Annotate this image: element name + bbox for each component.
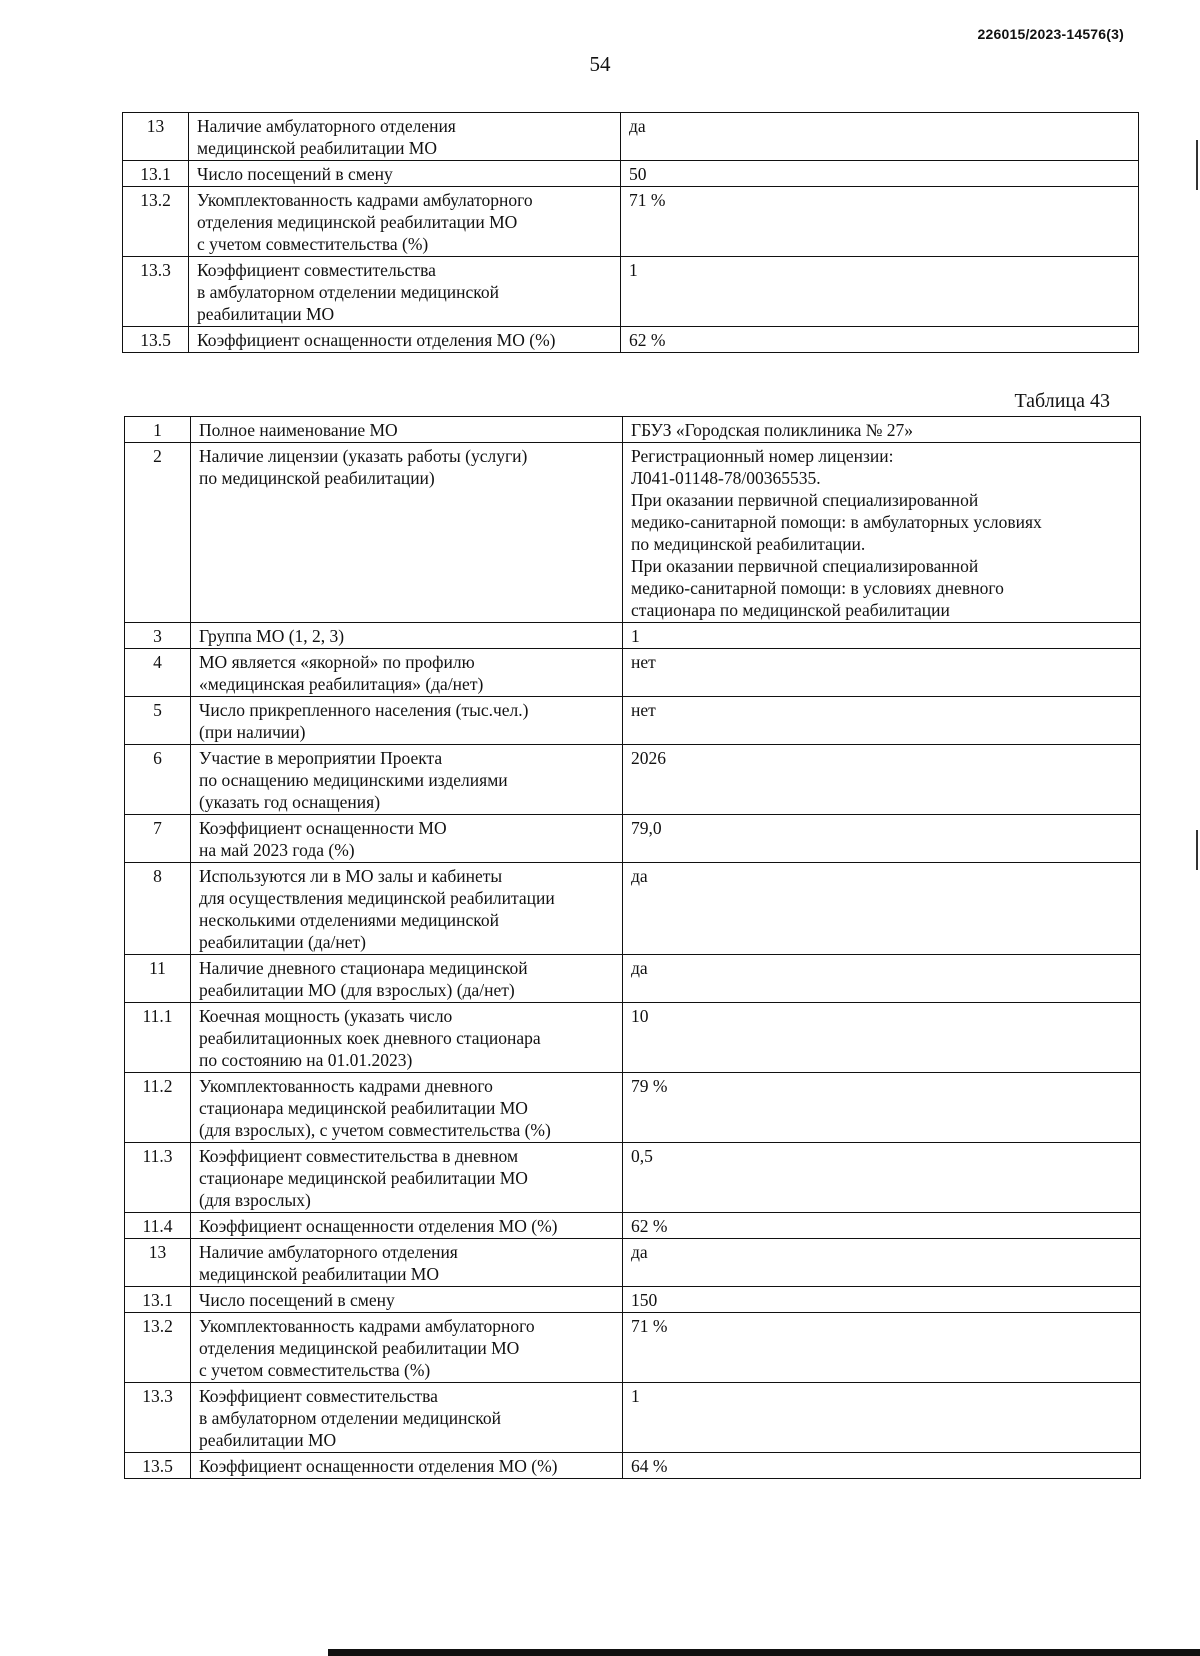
value-line: Л041-01148-78/00365535.: [631, 468, 821, 488]
value-line: 1: [631, 626, 640, 646]
table-row: [125, 443, 1141, 623]
row-label: [191, 623, 623, 649]
label-line: с учетом совместительства (%): [199, 1360, 431, 1380]
value-line: 1: [631, 1386, 640, 1406]
row-label: [189, 113, 621, 161]
row-label: [191, 1453, 623, 1479]
label-line: несколькими отделениями медицинской: [199, 910, 500, 930]
row-number: 3: [125, 623, 191, 649]
row-number: 11.2: [125, 1073, 191, 1143]
label-line: Используются ли в МО залы и кабинеты: [199, 866, 503, 886]
row-value: [623, 1239, 1141, 1287]
label-line: реабилитации МО: [197, 304, 335, 324]
row-label: [191, 745, 623, 815]
row-value: [623, 697, 1141, 745]
row-label: [191, 863, 623, 955]
table-row: [125, 1383, 1141, 1453]
row-label: [189, 327, 621, 353]
page-number: 54: [589, 52, 611, 76]
row-value: [623, 1073, 1141, 1143]
value-line: 50: [629, 164, 647, 184]
label-line: Коэффициент совместительства: [199, 1386, 438, 1406]
row-value: [623, 1453, 1141, 1479]
table-caption: Таблица 43: [1014, 390, 1110, 412]
row-number: 2: [125, 443, 191, 623]
label-line: «медицинская реабилитация» (да/нет): [199, 674, 484, 694]
label-line: Укомплектованность кадрами амбулаторного: [199, 1316, 535, 1336]
label-line: Число прикрепленного населения (тыс.чел.): [199, 700, 529, 720]
row-number: 11.1: [125, 1003, 191, 1073]
value-line: При оказании первичной специализированной: [631, 490, 979, 510]
row-label: [191, 417, 623, 443]
row-label: [189, 257, 621, 327]
row-number: 1: [125, 417, 191, 443]
label-line: медицинской реабилитации МО: [199, 1264, 440, 1284]
value-line: по медицинской реабилитации.: [631, 534, 866, 554]
value-line: 0,5: [631, 1146, 653, 1166]
value-line: 150: [631, 1290, 658, 1310]
label-line: по медицинской реабилитации): [199, 468, 435, 488]
label-line: (при наличии): [199, 722, 306, 742]
row-label: [189, 161, 621, 187]
row-label: [191, 1287, 623, 1313]
row-value: [623, 955, 1141, 1003]
table-row: [125, 745, 1141, 815]
row-value: [623, 649, 1141, 697]
label-line: Укомплектованность кадрами дневного: [199, 1076, 493, 1096]
label-line: в амбулаторном отделении медицинской: [197, 282, 499, 302]
label-line: Коэффициент оснащенности отделения МО (%): [199, 1216, 558, 1236]
label-line: Полное наименование МО: [199, 420, 398, 440]
table-row: [125, 863, 1141, 955]
value-line: 64 %: [631, 1456, 668, 1476]
row-value: [621, 187, 1139, 257]
value-line: нет: [631, 700, 656, 720]
label-line: Группа МО (1, 2, 3): [199, 626, 345, 646]
row-label: [191, 1213, 623, 1239]
label-line: Число посещений в смену: [197, 164, 393, 184]
row-value: [621, 327, 1139, 353]
row-value: [623, 1003, 1141, 1073]
label-line: Наличие амбулаторного отделения: [199, 1242, 458, 1262]
row-label: [191, 1383, 623, 1453]
label-line: в амбулаторном отделении медицинской: [199, 1408, 501, 1428]
label-line: по состоянию на 01.01.2023): [199, 1050, 413, 1070]
row-value: [623, 1383, 1141, 1453]
row-number: 13.5: [125, 1453, 191, 1479]
label-line: Наличие амбулаторного отделения: [197, 116, 456, 136]
row-label: [191, 815, 623, 863]
table-row: [125, 1287, 1141, 1313]
label-line: стационара медицинской реабилитации МО: [199, 1098, 528, 1118]
table-row: [125, 649, 1141, 697]
row-label: [191, 1143, 623, 1213]
row-value: [621, 161, 1139, 187]
row-number: 7: [125, 815, 191, 863]
row-value: [623, 1313, 1141, 1383]
row-label: [191, 1003, 623, 1073]
row-number: 13.1: [123, 161, 189, 187]
label-line: отделения медицинской реабилитации МО: [199, 1338, 520, 1358]
scan-edge-mark: [1196, 140, 1198, 190]
row-number: 11: [125, 955, 191, 1003]
value-line: ГБУЗ «Городская поликлиника № 27»: [631, 420, 914, 440]
row-value: [621, 113, 1139, 161]
label-line: с учетом совместительства (%): [197, 234, 429, 254]
scan-bottom-edge: [328, 1649, 1200, 1656]
document-id: 226015/2023-14576(3): [977, 26, 1124, 42]
row-value: [623, 623, 1141, 649]
value-line: 10: [631, 1006, 649, 1026]
table-43: [124, 416, 1141, 1479]
row-number: 11.3: [125, 1143, 191, 1213]
label-line: Коэффициент совместительства в дневном: [199, 1146, 519, 1166]
row-value: [623, 417, 1141, 443]
label-line: по оснащению медицинскими изделиями: [199, 770, 508, 790]
row-label: [191, 1073, 623, 1143]
label-line: Участие в мероприятии Проекта: [199, 748, 443, 768]
label-line: МО является «якорной» по профилю: [199, 652, 475, 672]
table-row: [125, 1003, 1141, 1073]
label-line: реабилитации МО (для взрослых) (да/нет): [199, 980, 515, 1000]
label-line: медицинской реабилитации МО: [197, 138, 438, 158]
label-line: Коэффициент оснащенности МО: [199, 818, 447, 838]
row-number: 13.1: [125, 1287, 191, 1313]
row-value: [623, 815, 1141, 863]
row-value: [623, 1143, 1141, 1213]
row-value: [623, 1213, 1141, 1239]
table-row: [125, 1143, 1141, 1213]
table-row: [123, 327, 1139, 353]
label-line: (указать год оснащения): [199, 792, 381, 812]
value-line: да: [629, 116, 646, 136]
table-row: [125, 1239, 1141, 1287]
value-line: Регистрационный номер лицензии:: [631, 446, 894, 466]
row-label: [191, 1313, 623, 1383]
label-line: стационаре медицинской реабилитации МО: [199, 1168, 528, 1188]
table-row: [125, 1313, 1141, 1383]
table-row: [125, 417, 1141, 443]
value-line: При оказании первичной специализированной: [631, 556, 979, 576]
label-line: Число посещений в смену: [199, 1290, 395, 1310]
table-row: [123, 187, 1139, 257]
row-number: 13.3: [125, 1383, 191, 1453]
row-label: [191, 955, 623, 1003]
value-line: 62 %: [629, 330, 666, 350]
continued-table: [122, 112, 1139, 353]
row-number: 11.4: [125, 1213, 191, 1239]
value-line: да: [631, 958, 648, 978]
label-line: Наличие лицензии (указать работы (услуги): [199, 446, 528, 466]
value-line: нет: [631, 652, 656, 672]
label-line: (для взрослых), с учетом совместительства (%): [199, 1120, 551, 1140]
row-number: 6: [125, 745, 191, 815]
row-label: [189, 187, 621, 257]
row-label: [191, 443, 623, 623]
row-number: 8: [125, 863, 191, 955]
row-label: [191, 697, 623, 745]
value-line: стационара по медицинской реабилитации: [631, 600, 950, 620]
row-number: 13: [123, 113, 189, 161]
table-row: [125, 1453, 1141, 1479]
value-line: медико-санитарной помощи: в амбулаторных условиях: [631, 512, 1042, 532]
value-line: да: [631, 1242, 648, 1262]
label-line: (для взрослых): [199, 1190, 311, 1210]
table-row: [125, 1213, 1141, 1239]
value-line: 62 %: [631, 1216, 668, 1236]
table-row: [125, 697, 1141, 745]
label-line: на май 2023 года (%): [199, 840, 355, 860]
row-number: 4: [125, 649, 191, 697]
label-line: Коэффициент оснащенности отделения МО (%): [197, 330, 556, 350]
row-value: [623, 1287, 1141, 1313]
value-line: 2026: [631, 748, 666, 768]
value-line: 79,0: [631, 818, 662, 838]
label-line: Коэффициент совместительства: [197, 260, 436, 280]
scan-edge-mark: [1196, 830, 1198, 870]
label-line: для осуществления медицинской реабилитации: [199, 888, 555, 908]
row-number: 13.2: [123, 187, 189, 257]
value-line: 1: [629, 260, 638, 280]
row-label: [191, 1239, 623, 1287]
row-label: [191, 649, 623, 697]
label-line: Коечная мощность (указать число: [199, 1006, 453, 1026]
row-value: [623, 863, 1141, 955]
label-line: Укомплектованность кадрами амбулаторного: [197, 190, 533, 210]
label-line: реабилитационных коек дневного стационара: [199, 1028, 541, 1048]
label-line: Коэффициент оснащенности отделения МО (%): [199, 1456, 558, 1476]
label-line: реабилитации МО: [199, 1430, 337, 1450]
value-line: да: [631, 866, 648, 886]
row-number: 13.3: [123, 257, 189, 327]
row-number: 13: [125, 1239, 191, 1287]
table-row: [123, 113, 1139, 161]
value-line: медико-санитарной помощи: в условиях дневного: [631, 578, 1004, 598]
table-row: [125, 1073, 1141, 1143]
value-line: 79 %: [631, 1076, 668, 1096]
label-line: реабилитации (да/нет): [199, 932, 366, 952]
label-line: отделения медицинской реабилитации МО: [197, 212, 518, 232]
label-line: Наличие дневного стационара медицинской: [199, 958, 528, 978]
table-row: [125, 955, 1141, 1003]
value-line: 71 %: [629, 190, 666, 210]
row-number: 13.5: [123, 327, 189, 353]
table-row: [125, 623, 1141, 649]
row-number: 5: [125, 697, 191, 745]
row-number: 13.2: [125, 1313, 191, 1383]
table-row: [123, 257, 1139, 327]
table-row: [125, 815, 1141, 863]
row-value: [623, 443, 1141, 623]
value-line: 71 %: [631, 1316, 668, 1336]
table-row: [123, 161, 1139, 187]
row-value: [623, 745, 1141, 815]
row-value: [621, 257, 1139, 327]
